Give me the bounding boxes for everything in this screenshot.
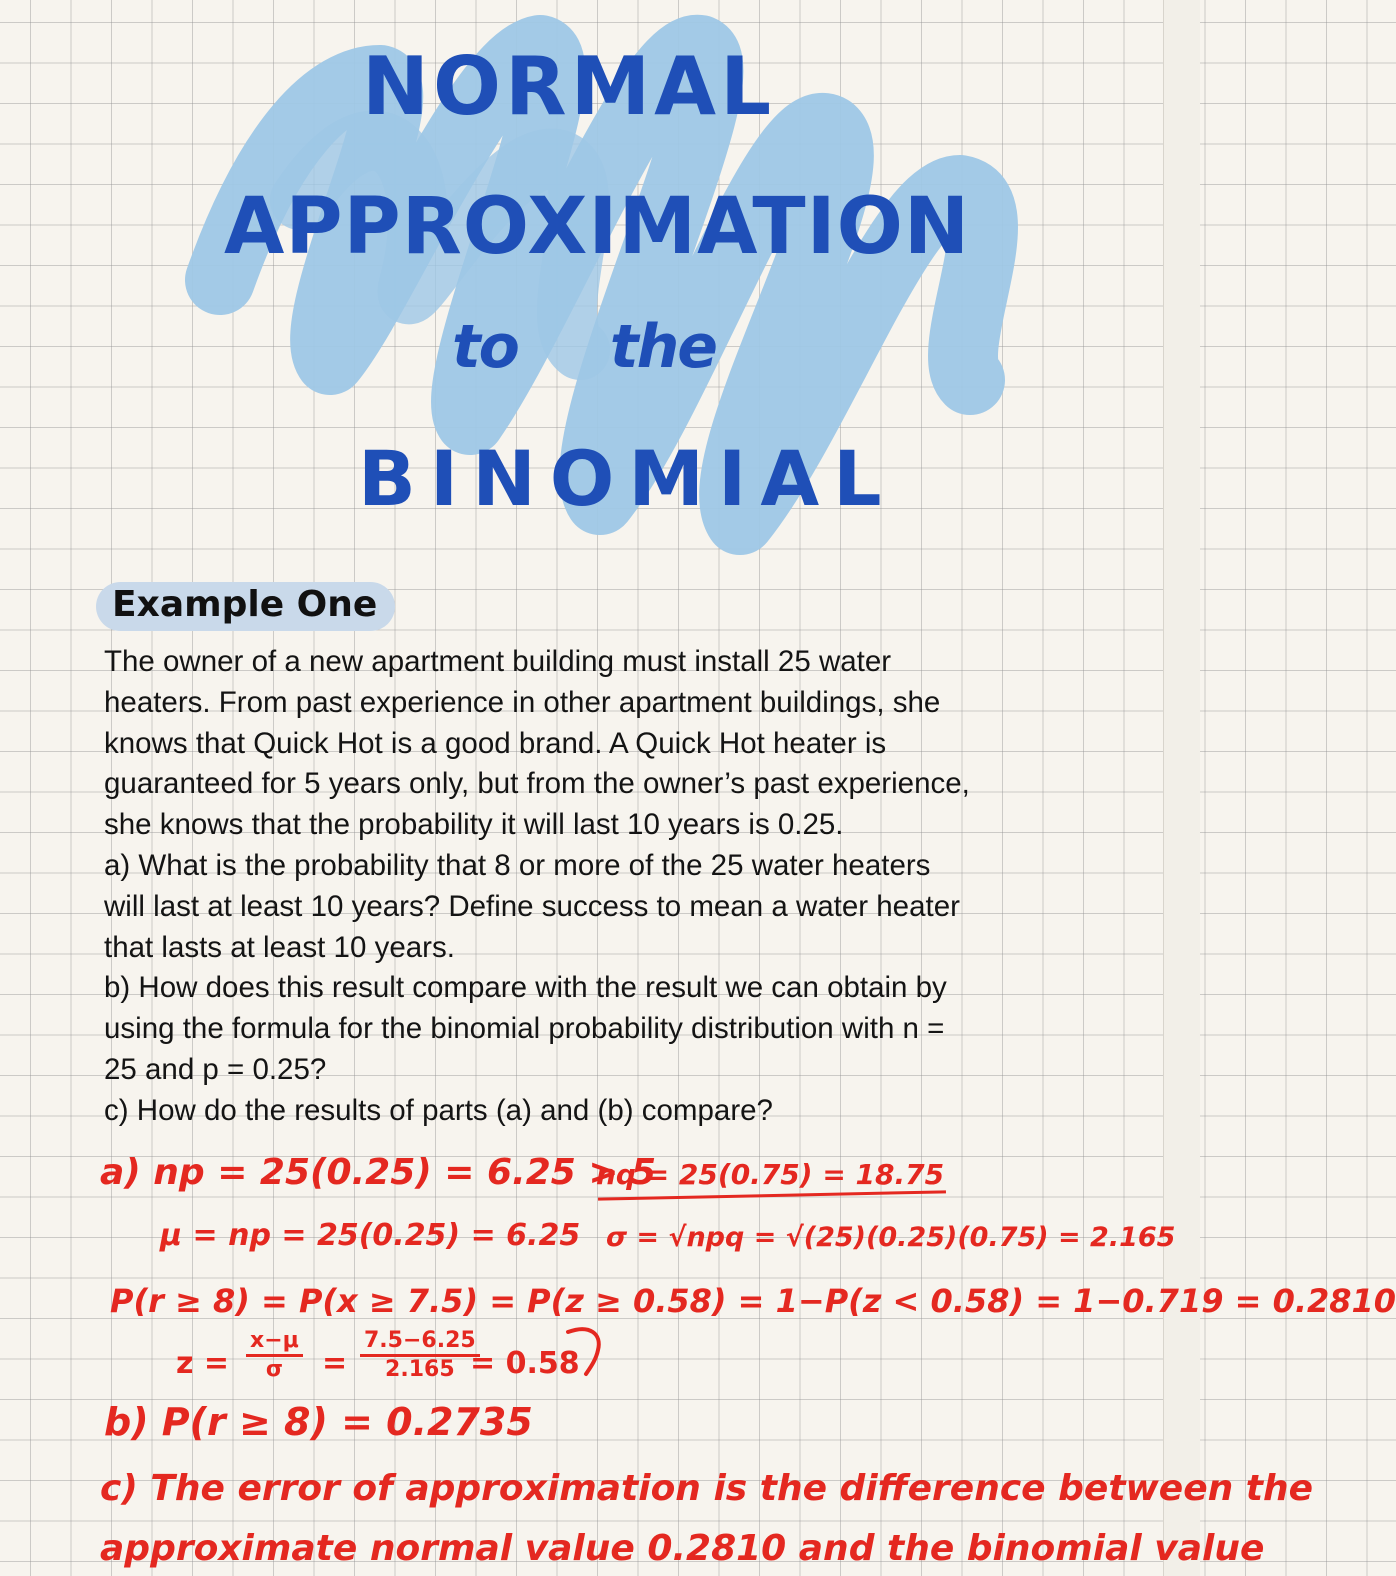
title-line-approximation: APPROXIMATION — [224, 182, 971, 272]
solution-a-mean: μ = np = 25(0.25) = 6.25 — [160, 1218, 581, 1253]
problem-line: 25 and p = 0.25? — [104, 1052, 327, 1086]
problem-line: guaranteed for 5 years only, but from the owner’s past experience, — [104, 767, 970, 801]
z-formula-numerator: x−μ — [246, 1328, 303, 1357]
title-word-to: to — [452, 312, 518, 382]
z-label: z = — [176, 1346, 230, 1381]
problem-statement — [104, 642, 1104, 1132]
problem-line: knows that Quick Hot is a good brand. A Quick Hot heater is — [104, 726, 887, 760]
problem-line: a) What is the probability that 8 or more of the 25 water heaters — [104, 848, 931, 882]
solution-b: b) P(r ≥ 8) = 0.2735 — [104, 1400, 533, 1444]
solution-a-nq: nq = 25(0.75) = 18.75 — [596, 1158, 945, 1191]
title-line-normal: NORMAL — [362, 40, 776, 133]
solution-c-line1: c) The error of approximation is the difference between the — [100, 1468, 1314, 1509]
solution-a-probability: P(r ≥ 8) = P(x ≥ 7.5) = P(z ≥ 0.58) = 1−P(z < 0.58) = 1−0.719 = 0.2810 — [110, 1282, 1396, 1320]
title-word-the: the — [609, 312, 716, 382]
solution-c-line2: approximate normal value 0.2810 and the binomial value — [100, 1528, 1265, 1569]
z-formula-denominator: σ — [265, 1357, 283, 1382]
solution-a-np: a) np = 25(0.25) = 6.25 > 5 — [100, 1152, 657, 1193]
example-label: Example One — [96, 582, 395, 631]
z-result: = 0.58 — [470, 1346, 580, 1381]
z-result-arrow — [560, 1320, 610, 1380]
problem-line: The owner of a new apartment building must install 25 water — [104, 645, 892, 678]
problem-line: b) How does this result compare with the result we can obtain by — [104, 971, 947, 1005]
z-formula-fraction — [246, 1328, 303, 1383]
problem-line: c) How do the results of parts (a) and (b) compare? — [104, 1093, 773, 1127]
problem-line: will last at least 10 years? Define success to mean a water heater — [104, 889, 960, 923]
z-value-fraction — [360, 1328, 480, 1383]
z-equals: = — [322, 1346, 348, 1381]
title-line-binomial: BINOMIAL — [358, 434, 896, 523]
z-value-denominator: 2.165 — [385, 1357, 455, 1382]
problem-line: heaters. From past experience in other apartment buildings, she — [104, 685, 941, 719]
solution-a-std-dev: σ = √npq = √(25)(0.25)(0.75) = 2.165 — [606, 1222, 1176, 1253]
problem-line: that lasts at least 10 years. — [104, 930, 455, 964]
problem-line: she knows that the probability it will last 10 years is 0.25. — [104, 808, 844, 842]
title-line-to-the — [452, 312, 716, 382]
page-edge — [1163, 0, 1200, 1576]
z-value-numerator: 7.5−6.25 — [360, 1328, 480, 1357]
problem-line: using the formula for the binomial probability distribution with n = — [104, 1012, 945, 1046]
